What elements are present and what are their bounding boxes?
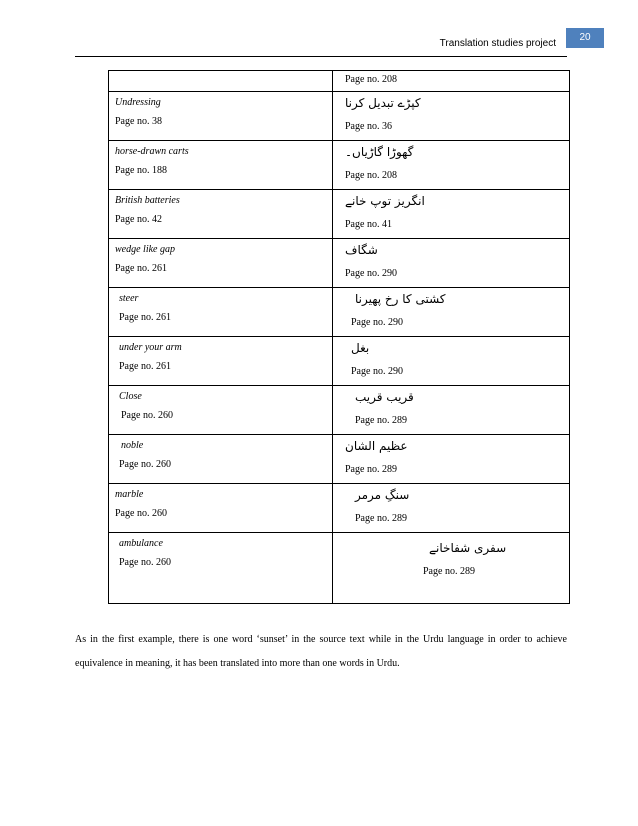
table-row [109, 288, 570, 337]
urdu-term: شگاف [345, 243, 378, 257]
urdu-term: کپڑے تبدیل کرنا [345, 96, 421, 110]
page-number-badge: 20 [566, 28, 604, 48]
english-term: wedge like gap [115, 244, 175, 255]
urdu-term: بغل [351, 341, 370, 355]
table-row [109, 484, 570, 533]
english-term: ambulance [119, 538, 163, 549]
table-row [109, 71, 570, 92]
header-title: Translation studies project [439, 38, 556, 49]
english-term: noble [121, 440, 144, 451]
page-ref: Page no. 289 [345, 464, 397, 475]
english-term: horse-drawn carts [115, 146, 189, 157]
page-ref: Page no. 36 [345, 121, 392, 132]
page-ref: Page no. 261 [115, 263, 167, 274]
english-term: British batteries [115, 195, 180, 206]
page-ref: Page no. 208 [345, 170, 397, 181]
english-term: Close [119, 391, 142, 402]
urdu-term: قریب قریب [355, 390, 414, 404]
page-ref: Page no. 260 [115, 508, 167, 519]
table-row [109, 190, 570, 239]
body-paragraph: As in the first example, there is one word ‘sunset’ in the source text while in the Urdu language in order to achieve equivalence in meaning, it has been translated into more than one words in Urdu. [75, 634, 567, 669]
page-ref: Page no. 41 [345, 219, 392, 230]
page-ref: Page no. 188 [115, 165, 167, 176]
table-row [109, 141, 570, 190]
english-term: steer [119, 293, 139, 304]
table-row [109, 533, 570, 604]
header-divider [75, 56, 567, 57]
english-term: under your arm [119, 342, 182, 353]
page-ref: Page no. 289 [355, 513, 407, 524]
urdu-term: کشتی کا رخ پھیرنا [355, 292, 446, 306]
page-ref: Page no. 290 [351, 366, 403, 377]
table-row [109, 386, 570, 435]
translation-table [108, 70, 570, 604]
page-ref: Page no. 290 [351, 317, 403, 328]
table-cell-english [109, 71, 333, 92]
page-ref: Page no. 289 [355, 415, 407, 426]
table-row [109, 239, 570, 288]
table-row [109, 435, 570, 484]
urdu-term: سنگِ مرمر [355, 488, 410, 502]
page-ref: Page no. 208 [345, 74, 397, 85]
page-ref: Page no. 290 [345, 268, 397, 279]
page-ref: Page no. 260 [119, 459, 171, 470]
urdu-term: عظیم الشان [345, 439, 408, 453]
table-row [109, 92, 570, 141]
table-row [109, 337, 570, 386]
urdu-term: سفری شفاخانے [429, 541, 507, 555]
page-ref: Page no. 260 [121, 410, 173, 421]
page-ref: Page no. 42 [115, 214, 162, 225]
urdu-term: انگریز توپ خانے [345, 194, 425, 208]
table-cell-urdu [333, 71, 570, 92]
page-ref: Page no. 38 [115, 116, 162, 127]
urdu-term: گھوڑا گاڑیاں۔ [345, 145, 414, 159]
english-term: Undressing [115, 97, 161, 108]
page-ref: Page no. 289 [423, 566, 475, 577]
english-term: marble [115, 489, 144, 500]
page-ref: Page no. 260 [119, 557, 171, 568]
page-ref: Page no. 261 [119, 312, 171, 323]
page-ref: Page no. 261 [119, 361, 171, 372]
